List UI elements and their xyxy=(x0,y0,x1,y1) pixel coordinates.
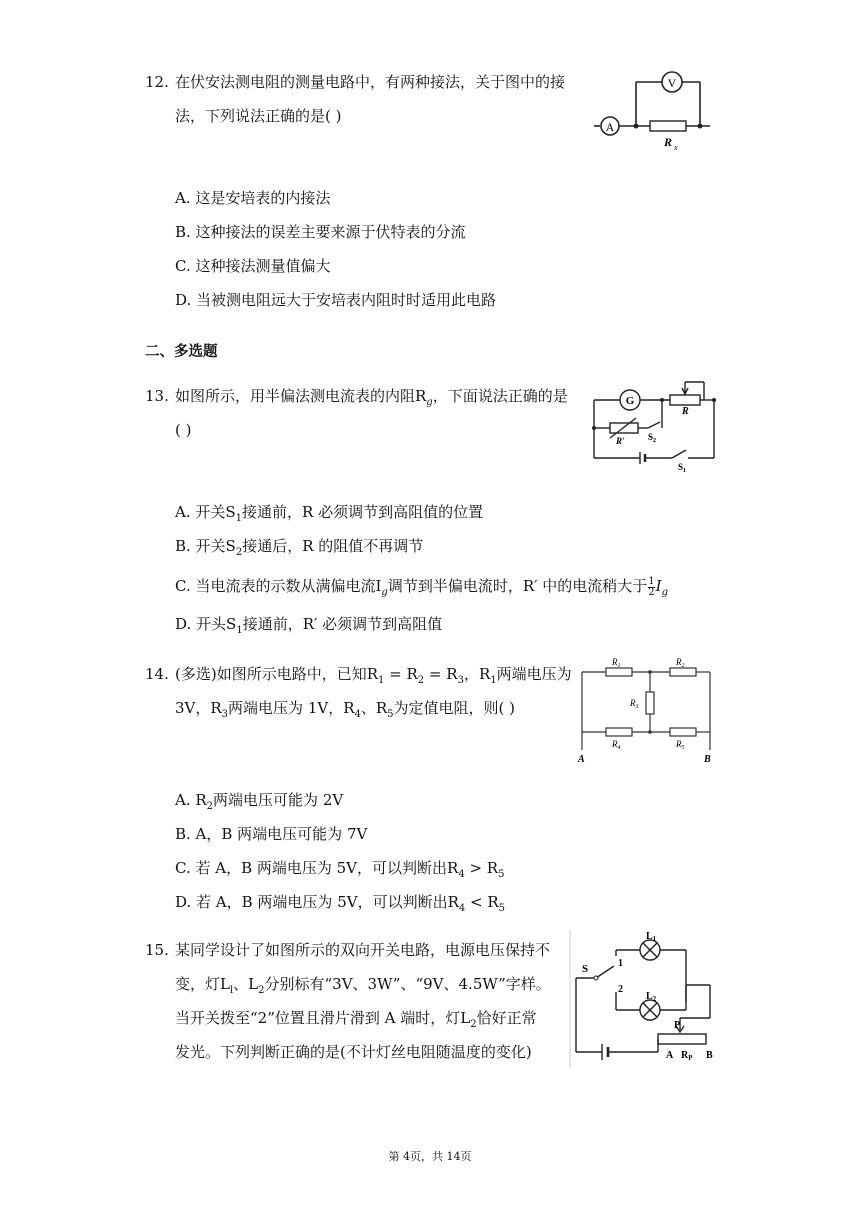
figure-q15-circuit xyxy=(568,930,720,1070)
r1-label: $R_1$ xyxy=(612,657,621,669)
voltmeter-label: V xyxy=(667,76,677,90)
rheostat-rp-label: $R_P$ xyxy=(681,1050,693,1062)
s1-label: $S_1$ xyxy=(678,462,687,474)
question-13-number: 13. xyxy=(145,387,169,405)
rx-label: R xyxy=(664,135,673,149)
switch-s-label: S xyxy=(582,963,589,975)
question-14-line-2: 3V，$R_3$两端电压为 1V，$R_4$、$R_5$为定值电阻，则( ) xyxy=(175,699,516,720)
slider-p-label: P xyxy=(674,1020,681,1031)
question-15-line-4: 发光。下列判断正确的是(不计灯丝电阻随温度的变化) xyxy=(175,1043,532,1061)
q13-option-a[interactable]: A. 开关$S_1$接通前，R 必须调节到高阻值的位置 xyxy=(175,503,484,524)
figure-q13-circuit xyxy=(590,374,720,474)
r3-label: $R_3$ xyxy=(630,698,639,710)
terminal-b-label: B xyxy=(704,754,711,765)
switch-pos-2-label: 2 xyxy=(618,984,623,995)
q13-option-d[interactable]: D. 开头$S_1$接通前，R′ 必须调节到高阻值 xyxy=(175,615,443,636)
page-footer: 第 4页，共 14页 xyxy=(388,1150,472,1163)
galvanometer-label: G xyxy=(625,395,635,407)
section-title-multi-choice: 二、多选题 xyxy=(145,344,218,360)
q14-option-b[interactable]: B. A，B 两端电压可能为 7V xyxy=(175,825,368,843)
r4-label: $R_4$ xyxy=(612,739,621,751)
l2-label: $L_2$ xyxy=(646,991,657,1003)
q12-option-d[interactable]: D. 当被测电阻远大于安培表内阻时时适用此电路 xyxy=(175,291,497,309)
switch-pos-1-label: 1 xyxy=(618,958,623,969)
terminal-a-label: A xyxy=(578,754,585,765)
s2-label: $S_2$ xyxy=(648,432,657,444)
question-15-line-2: 变，灯$L_l$、$L_2$分别标有“3V、3W”、“9V、4.5W”字样。 xyxy=(175,975,551,996)
l1-label: $L_1$ xyxy=(646,931,657,943)
rheostat-a-label: A xyxy=(666,1050,674,1061)
ammeter-label: A xyxy=(605,120,615,134)
question-15-line-3: 当开关拨至“2”位置且滑片滑到 A 端时，灯$L_2$恰好正常 xyxy=(175,1009,537,1030)
question-13-line-1: 如图所示，用半偏法测电流表的内阻$R_g$，下面说法正确的是 xyxy=(175,387,568,408)
q14-option-a[interactable]: A. $R_2$两端电压可能为 2V xyxy=(175,791,344,812)
r5-label: $R_5$ xyxy=(676,739,685,751)
question-12-number: 12. xyxy=(145,73,169,91)
q12-option-a[interactable]: A. 这是安培表的内接法 xyxy=(175,189,331,207)
q14-option-c[interactable]: C. 若 A，B 两端电压为 5V，可以判断出$R_4 > R_5$ xyxy=(175,859,505,880)
q12-option-b[interactable]: B. 这种接法的误差主要来源于伏特表的分流 xyxy=(175,223,466,241)
question-14-number: 14. xyxy=(145,665,169,683)
question-12-line-1: 在伏安法测电阻的测量电路中，有两种接法，关于图中的接 xyxy=(175,73,566,91)
question-15-line-1: 某同学设计了如图所示的双向开关电路，电源电压保持不 xyxy=(175,941,551,959)
question-14-line-1: (多选)如图所示电路中，已知$R_1 = R_2 = R_3$，$R_1$两端电压为 xyxy=(175,665,572,686)
question-12-line-2: 法，下列说法正确的是( ) xyxy=(175,107,342,125)
r-label: R xyxy=(682,406,689,417)
question-15-number: 15. xyxy=(145,941,169,959)
q14-option-d[interactable]: D. 若 A，B 两端电压为 5V，可以判断出$R_4 < R_5$ xyxy=(175,893,506,914)
figure-q14-circuit xyxy=(574,654,724,766)
figure-q12-circuit xyxy=(594,60,724,155)
rheostat-b-label: B xyxy=(706,1050,713,1061)
rx-sub: x xyxy=(674,143,678,152)
q13-option-c[interactable]: C. 当电流表的示数从满偏电流$I_g$调节到半偏电流时，R′ 中的电流稍大于 $\frac{1}{2}$ $I_g$ xyxy=(175,575,669,598)
r-prime-label: R' xyxy=(616,436,625,446)
r2-label: $R_2$ xyxy=(676,657,685,669)
question-13-line-2: ( ) xyxy=(175,421,192,439)
q13-option-b[interactable]: B. 开关$S_2$接通后，R 的阻值不再调节 xyxy=(175,537,424,558)
q12-option-c[interactable]: C. 这种接法测量值偏大 xyxy=(175,257,331,275)
